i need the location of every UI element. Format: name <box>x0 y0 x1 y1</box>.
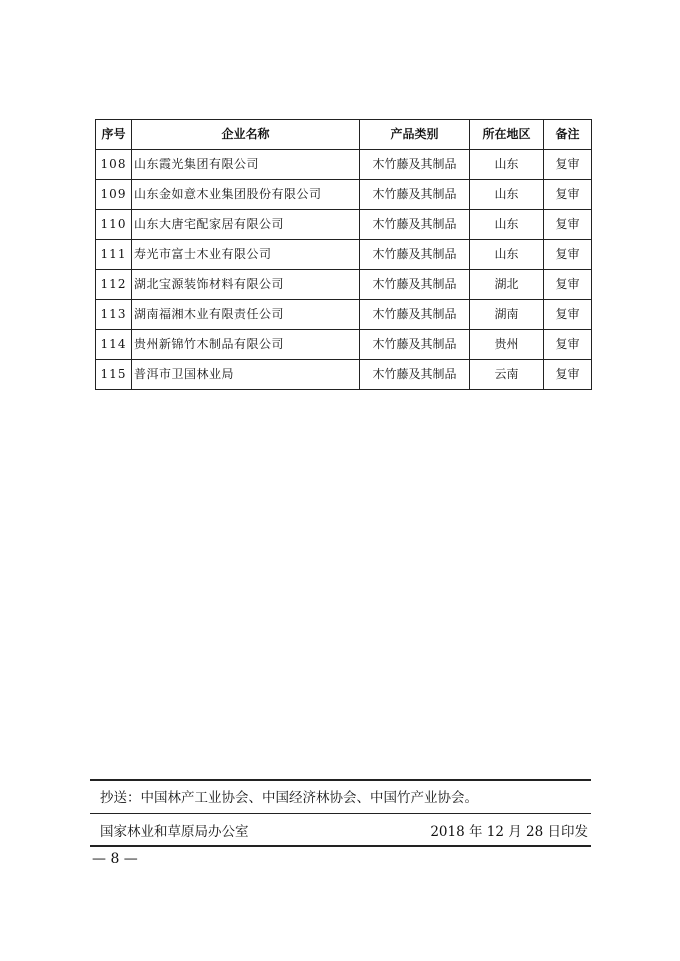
cell-category: 木竹藤及其制品 <box>360 210 470 240</box>
cell-no: 108 <box>96 150 132 180</box>
header-region: 所在地区 <box>470 120 544 150</box>
cell-region: 云南 <box>470 360 544 390</box>
cell-name: 山东金如意木业集团股份有限公司 <box>132 180 360 210</box>
footer-bottom-rule <box>90 845 591 847</box>
cell-category: 木竹藤及其制品 <box>360 270 470 300</box>
cell-category: 木竹藤及其制品 <box>360 300 470 330</box>
cell-note: 复审 <box>544 150 592 180</box>
header-no: 序号 <box>96 120 132 150</box>
table-header-row <box>96 120 592 150</box>
table-row <box>96 300 592 330</box>
issuer-name: 国家林业和草原局办公室 <box>100 824 249 840</box>
cell-region: 山东 <box>470 180 544 210</box>
cell-name: 普洱市卫国林业局 <box>132 360 360 390</box>
cell-no: 114 <box>96 330 132 360</box>
table-row <box>96 240 592 270</box>
cell-category: 木竹藤及其制品 <box>360 150 470 180</box>
table-row <box>96 270 592 300</box>
cell-no: 111 <box>96 240 132 270</box>
cell-name: 湖南福湘木业有限责任公司 <box>132 300 360 330</box>
cell-category: 木竹藤及其制品 <box>360 330 470 360</box>
cc-line: 抄送：中国林产工业协会、中国经济林协会、中国竹产业协会。 <box>100 790 478 806</box>
cell-name: 寿光市富士木业有限公司 <box>132 240 360 270</box>
cell-name: 湖北宝源装饰材料有限公司 <box>132 270 360 300</box>
cell-note: 复审 <box>544 210 592 240</box>
cell-region: 湖南 <box>470 300 544 330</box>
cell-no: 109 <box>96 180 132 210</box>
cell-no: 112 <box>96 270 132 300</box>
cell-no: 115 <box>96 360 132 390</box>
page-number: — 8 — <box>92 851 138 867</box>
cell-no: 113 <box>96 300 132 330</box>
issue-date: 2018 年 12 月 28 日印发 <box>430 824 588 840</box>
cell-note: 复审 <box>544 180 592 210</box>
header-name: 企业名称 <box>132 120 360 150</box>
header-note: 备注 <box>544 120 592 150</box>
cell-category: 木竹藤及其制品 <box>360 240 470 270</box>
cell-name: 山东大唐宅配家居有限公司 <box>132 210 360 240</box>
cell-no: 110 <box>96 210 132 240</box>
cell-note: 复审 <box>544 270 592 300</box>
enterprise-table <box>95 119 592 390</box>
footer-top-rule <box>90 779 591 781</box>
table-row <box>96 330 592 360</box>
cell-region: 山东 <box>470 210 544 240</box>
cell-category: 木竹藤及其制品 <box>360 360 470 390</box>
table-row <box>96 150 592 180</box>
cell-name: 贵州新锦竹木制品有限公司 <box>132 330 360 360</box>
header-category: 产品类别 <box>360 120 470 150</box>
table-row <box>96 180 592 210</box>
table-row <box>96 360 592 390</box>
cell-name: 山东霞光集团有限公司 <box>132 150 360 180</box>
cell-region: 山东 <box>470 150 544 180</box>
cell-region: 贵州 <box>470 330 544 360</box>
cell-note: 复审 <box>544 330 592 360</box>
footer-middle-rule <box>90 813 591 814</box>
cell-region: 湖北 <box>470 270 544 300</box>
table-row <box>96 210 592 240</box>
cell-note: 复审 <box>544 240 592 270</box>
cell-region: 山东 <box>470 240 544 270</box>
cell-note: 复审 <box>544 360 592 390</box>
cell-note: 复审 <box>544 300 592 330</box>
cell-category: 木竹藤及其制品 <box>360 180 470 210</box>
